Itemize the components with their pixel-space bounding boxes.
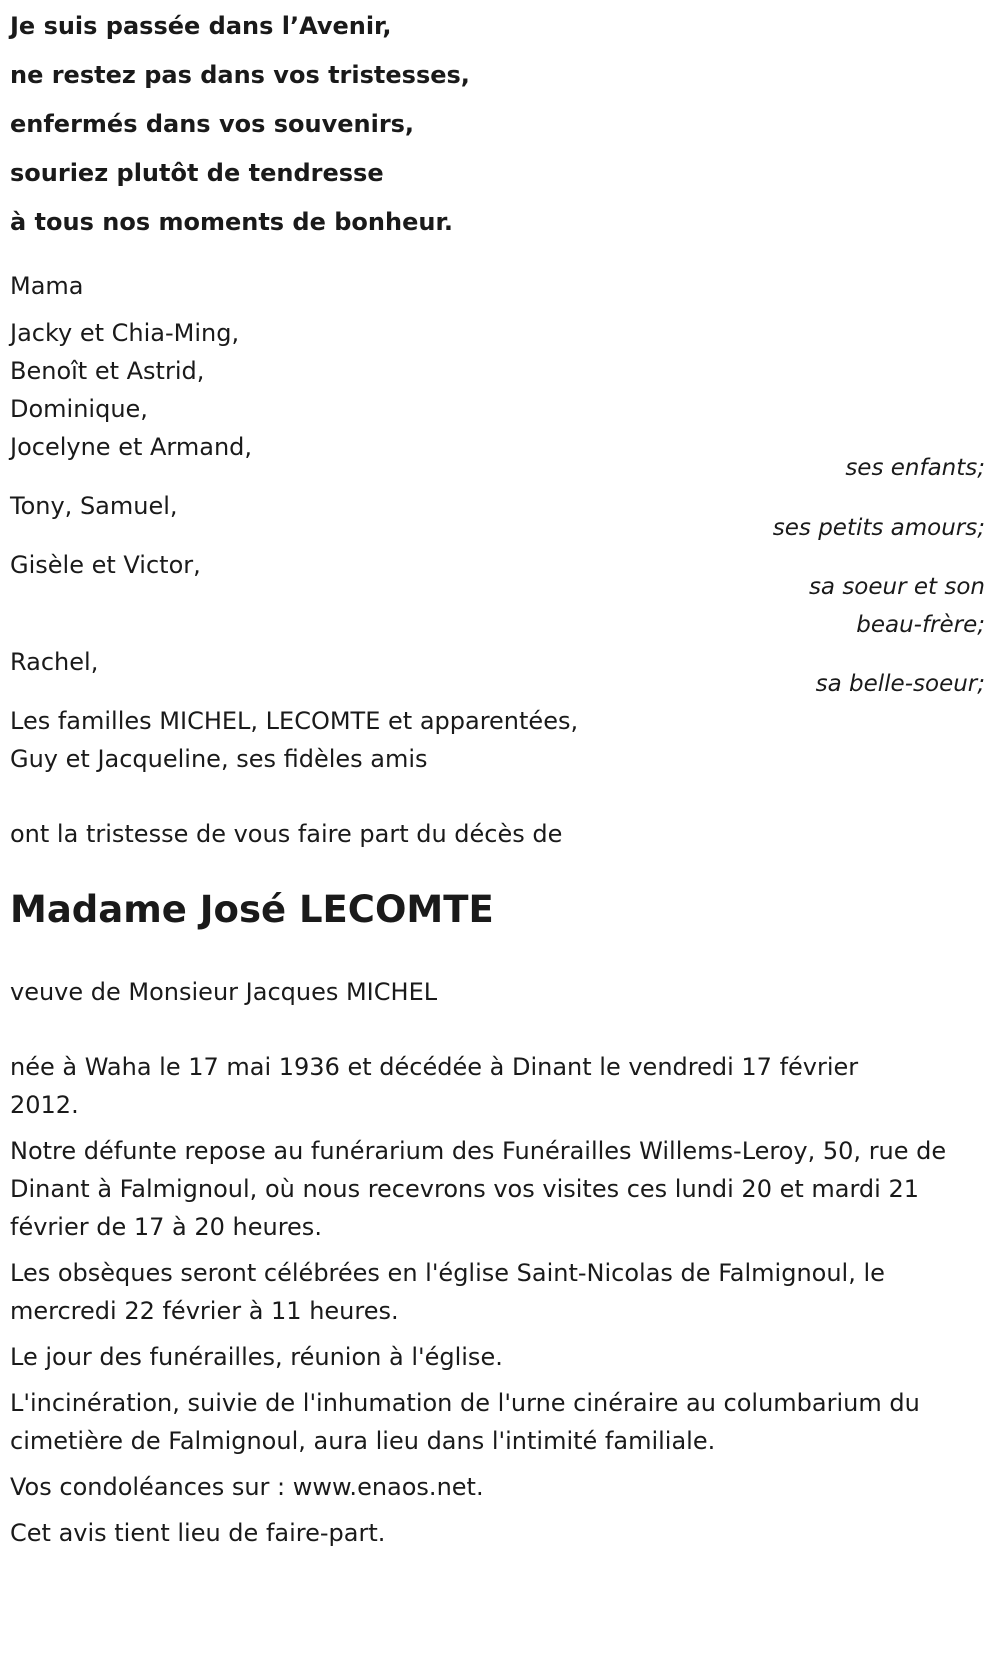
birth-death-paragraph: née à Waha le 17 mai 1936 et décédée à Dinant le vendredi 17 février 2012. xyxy=(10,1053,859,1119)
cremation-paragraph: L'incinération, suivie de l'inhumation de l'urne cinéraire au columbarium du cimetière de Falmignoul, aura lieu dans l'intimité familiale. xyxy=(10,1389,920,1455)
sister-in-law-relation: sa belle-soeur; xyxy=(815,671,985,697)
poem-line: à tous nos moments de bonheur. xyxy=(10,208,453,236)
child-entry: Dominique, xyxy=(10,395,148,423)
poem-line: ne restez pas dans vos tristesses, xyxy=(10,61,470,89)
sister-relation-line2: beau-frère; xyxy=(856,612,985,638)
grandchildren-relation: ses petits amours; xyxy=(772,515,985,541)
children-list xyxy=(10,314,252,466)
condolences-paragraph: Vos condoléances sur : www.enaos.net. xyxy=(10,1473,484,1501)
child-entry: Jocelyne et Armand, xyxy=(10,433,253,461)
poem xyxy=(10,0,470,247)
poem-line: souriez plutôt de tendresse xyxy=(10,159,384,187)
funeral-paragraph: Les obsèques seront célébrées en l'église Saint-Nicolas de Falmignoul, le mercredi 22 février à 11 heures. xyxy=(10,1259,885,1325)
child-entry: Jacky et Chia-Ming, xyxy=(10,319,240,347)
grandchildren: Tony, Samuel, xyxy=(10,492,178,520)
details-section xyxy=(10,1048,985,1552)
families-entry: Les familles MICHEL, LECOMTE et apparentées, xyxy=(10,707,579,735)
mama-signature: Mama xyxy=(10,272,84,300)
children-relation: ses enfants; xyxy=(845,455,985,481)
meeting-paragraph: Le jour des funérailles, réunion à l'église. xyxy=(10,1343,503,1371)
sister-in-law-entry: Rachel, xyxy=(10,648,99,676)
widow-of: veuve de Monsieur Jacques MICHEL xyxy=(10,978,438,1006)
poem-line: Je suis passée dans l’Avenir, xyxy=(10,12,392,40)
notice-paragraph: Cet avis tient lieu de faire-part. xyxy=(10,1519,386,1547)
sister-entry: Gisèle et Victor, xyxy=(10,551,201,579)
deceased-name: Madame José LECOMTE xyxy=(10,888,494,931)
friends-entry: Guy et Jacqueline, ses fidèles amis xyxy=(10,745,428,773)
poem-line: enfermés dans vos souvenirs, xyxy=(10,110,415,138)
child-entry: Benoît et Astrid, xyxy=(10,357,205,385)
funerarium-paragraph: Notre défunte repose au funérarium des Funérailles Willems-Leroy, 50, rue de Dinant à Falmignoul, où nous recevrons vos visites ces lundi 20 et mardi 21 février de 17 à 20 heures. xyxy=(10,1137,947,1241)
announcement: ont la tristesse de vous faire part du décès de xyxy=(10,820,563,848)
sister-relation-line1: sa soeur et son xyxy=(808,574,985,600)
